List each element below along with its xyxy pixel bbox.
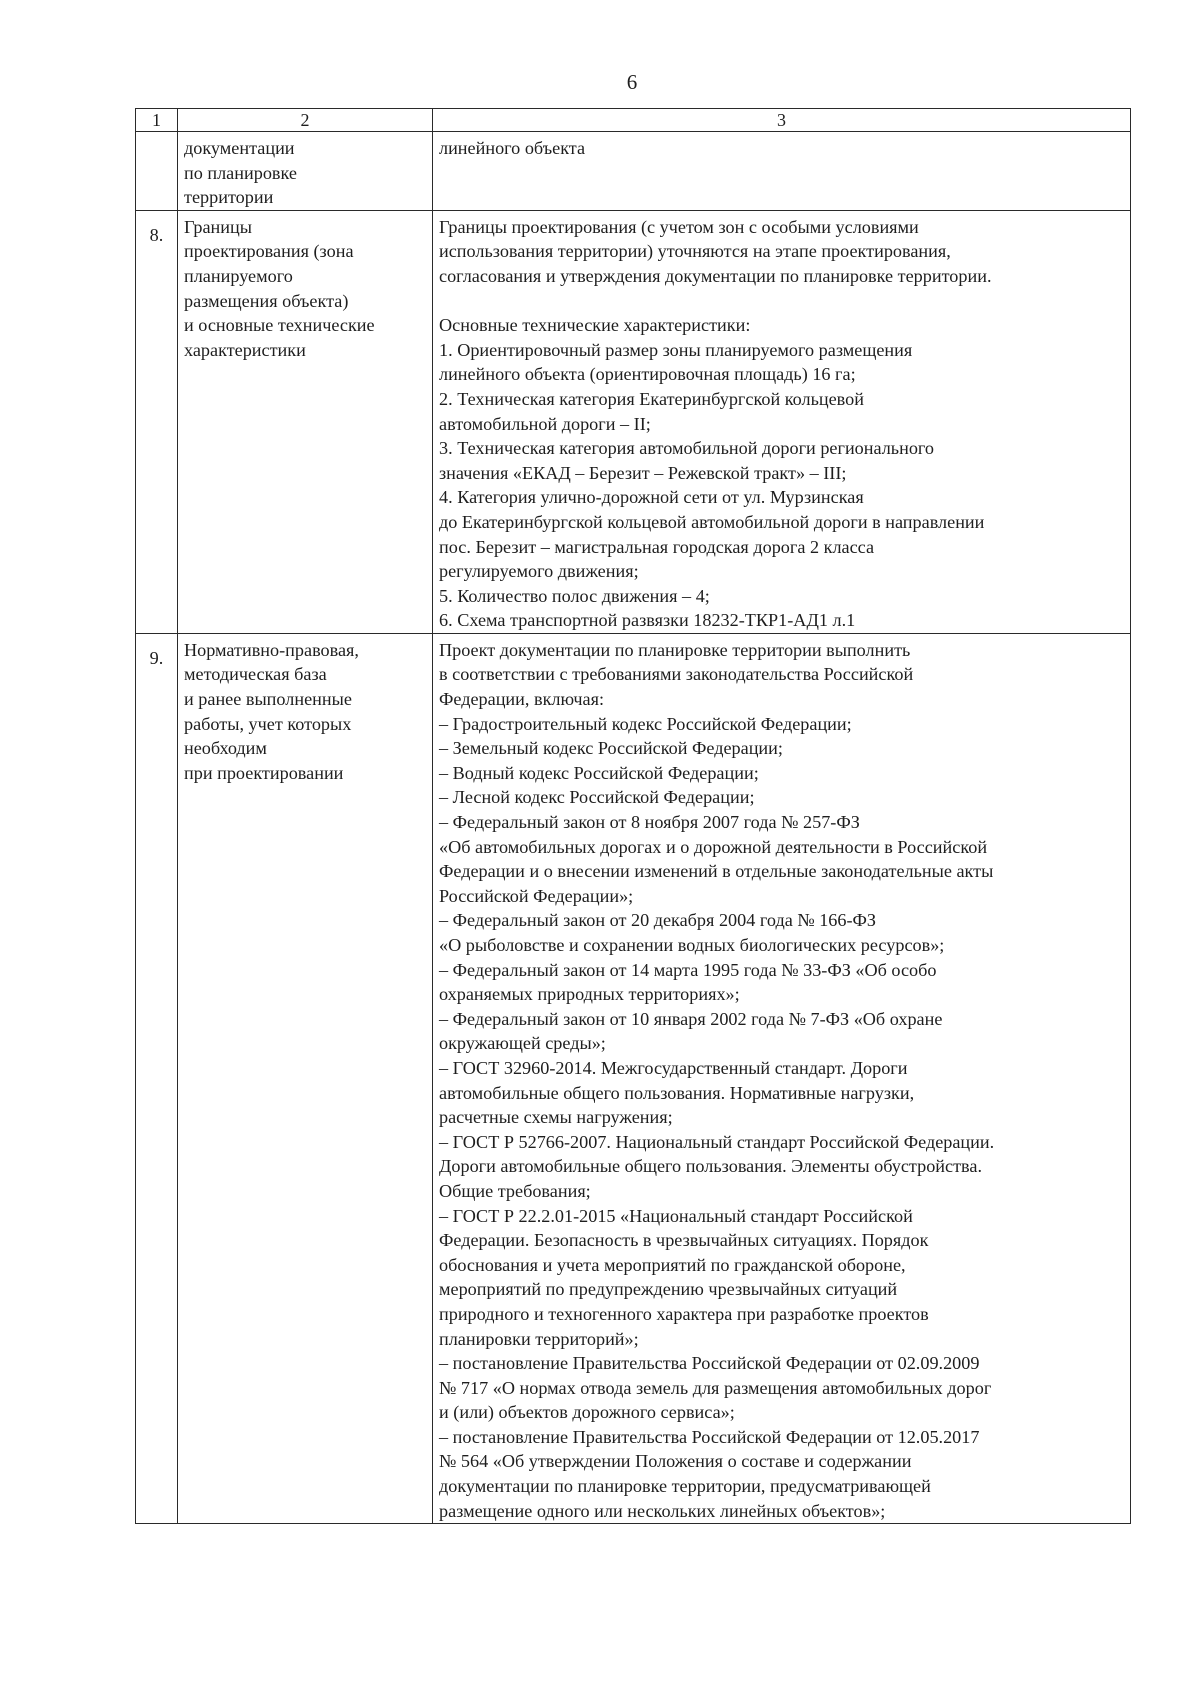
text-line: – Федеральный закон от 8 ноября 2007 года № 257-ФЗ (439, 812, 860, 833)
text-line: характеристики (184, 339, 306, 360)
table-row-8 (136, 210, 1131, 633)
text-line: необходим (184, 738, 267, 759)
text-line: линейного объекта (439, 138, 586, 158)
text-line: согласования и утверждения документации по планировке территории. (439, 265, 992, 286)
text-line: Границы (184, 216, 252, 237)
text-line: – Федеральный закон от 14 марта 1995 года № 33-ФЗ «Об особо (439, 959, 937, 980)
text-line: – постановление Правительства Российской Федерации от 12.05.2017 (439, 1426, 980, 1447)
header-cell-2: 2 (178, 109, 433, 132)
text-line: – Лесной кодекс Российской Федерации; (439, 787, 755, 808)
text-line: – ГОСТ Р 22.2.01-2015 «Национальный стандарт Российской (439, 1205, 913, 1226)
text-line: в соответствии с требованиями законодательства Российской (439, 664, 914, 685)
row-content (433, 210, 1131, 633)
text-line: автомобильные общего пользования. Нормативные нагрузки, (439, 1082, 915, 1103)
text-line: планируемого (184, 265, 293, 286)
text-line: и основные технические (184, 315, 375, 336)
text-line: Границы проектирования (с учетом зон с особыми условиями (439, 216, 919, 237)
text-line: регулируемого движения; (439, 561, 639, 582)
text-line: 3. Техническая категория автомобильной дороги регионального (439, 438, 935, 459)
text-line: «О рыболовстве и сохранении водных биологических ресурсов»; (439, 935, 945, 955)
text-line: № 717 «О нормах отвода земель для размещения автомобильных дорог (439, 1377, 992, 1398)
text-line: обоснования и учета мероприятий по гражданской обороне, (439, 1254, 906, 1275)
text-line: Российской Федерации»; (439, 885, 634, 906)
row-number: 8. (136, 210, 178, 633)
text-line: Общие требования; (439, 1180, 591, 1201)
text-line: Проект документации по планировке территории выполнить (439, 639, 911, 660)
text-line: – Земельный кодекс Российской Федерации; (439, 738, 783, 759)
text-line: природного и техногенного характера при разработке проектов (439, 1303, 929, 1324)
table-header-row (136, 109, 1131, 132)
text-line: работы, учет которых (184, 713, 352, 734)
row-title (178, 132, 433, 211)
text-line: размещение одного или нескольких линейных объектов»; (439, 1500, 886, 1521)
text-line: – ГОСТ Р 52766-2007. Национальный стандарт Российской Федерации. (439, 1131, 995, 1152)
row-number (136, 132, 178, 211)
text-line: – ГОСТ 32960-2014. Межгосударственный стандарт. Дороги (439, 1057, 908, 1078)
text-line: – Федеральный закон от 10 января 2002 года № 7-ФЗ «Об охране (439, 1008, 943, 1029)
requirements-table (135, 108, 1131, 1524)
text-line: методическая база (184, 664, 327, 685)
text-line: Федерации. Безопасность в чрезвычайных ситуациях. Порядок (439, 1230, 929, 1251)
text-line: 4. Категория улично-дорожной сети от ул. Мурзинская (439, 487, 864, 508)
text-line: автомобильной дороги – II; (439, 413, 651, 434)
text-line: 2. Техническая категория Екатеринбургской кольцевой (439, 388, 864, 409)
text-line: размещения объекта) (184, 290, 349, 311)
text-line: пос. Березит – магистральная городская дорога 2 класса (439, 536, 875, 557)
row-title (178, 633, 433, 1523)
text-line: Федерации и о внесении изменений в отдельные законодательные акты (439, 861, 994, 882)
text-line: линейного объекта (ориентировочная площадь) 16 га; (439, 364, 856, 385)
blank-line (439, 289, 1124, 314)
text-line: расчетные схемы нагружения; (439, 1107, 673, 1128)
text-line: Федерации, включая: (439, 689, 605, 710)
text-line: планировки территорий»; (439, 1328, 639, 1349)
text-line: Нормативно-правовая, (184, 639, 359, 660)
page-number-text: 6 (626, 70, 638, 94)
row-content (433, 633, 1131, 1523)
text-line: № 564 «Об утверждении Положения о составе и содержании (439, 1451, 912, 1472)
text-line: охраняемых природных территориях»; (439, 984, 740, 1005)
text-line: использования территории) уточняются на этапе проектирования, (439, 241, 951, 262)
text-line: значения «ЕКАД – Березит – Режевской тракт» – III; (439, 462, 847, 483)
text-line: до Екатеринбургской кольцевой автомобильной дороги в направлении (439, 511, 985, 532)
text-line: – постановление Правительства Российской Федерации от 02.09.2009 (439, 1353, 980, 1374)
page-number (0, 70, 1200, 95)
text-line: Дороги автомобильные общего пользования. Элементы обустройства. (439, 1156, 983, 1177)
row-content (433, 132, 1131, 211)
row-title (178, 210, 433, 633)
text-line: 5. Количество полос движения – 4; (439, 585, 710, 606)
text-line: и (или) объектов дорожного сервиса»; (439, 1402, 735, 1423)
text-line: проектирования (зона (184, 241, 354, 262)
text-line: 1. Ориентировочный размер зоны планируемого размещения (439, 339, 913, 360)
text-line: «Об автомобильных дорогах и о дорожной деятельности в Российской (439, 836, 988, 857)
text-line: по планировке (184, 162, 297, 183)
table-row-continuation (136, 132, 1131, 211)
text-line: – Федеральный закон от 20 декабря 2004 года № 166-ФЗ (439, 910, 877, 931)
text-line: документации по планировке территории, предусматривающей (439, 1476, 931, 1497)
text-line: территории (184, 187, 274, 208)
text-line: Основные технические характеристики: (439, 315, 751, 336)
text-line: при проектировании (184, 762, 344, 783)
text-line: и ранее выполненные (184, 689, 352, 710)
text-line: мероприятий по предупреждению чрезвычайных ситуаций (439, 1279, 898, 1300)
text-line: 6. Схема транспортной развязки 18232-ТКР1-АД1 л.1 (439, 610, 856, 631)
row-number: 9. (136, 633, 178, 1523)
header-cell-3: 3 (433, 109, 1131, 132)
header-cell-1: 1 (136, 109, 178, 132)
text-line: окружающей среды»; (439, 1033, 606, 1054)
table-row-9 (136, 633, 1131, 1523)
text-line: – Водный кодекс Российской Федерации; (439, 762, 759, 783)
text-line: – Градостроительный кодекс Российской Федерации; (439, 713, 852, 734)
text-line: документации (184, 138, 295, 158)
